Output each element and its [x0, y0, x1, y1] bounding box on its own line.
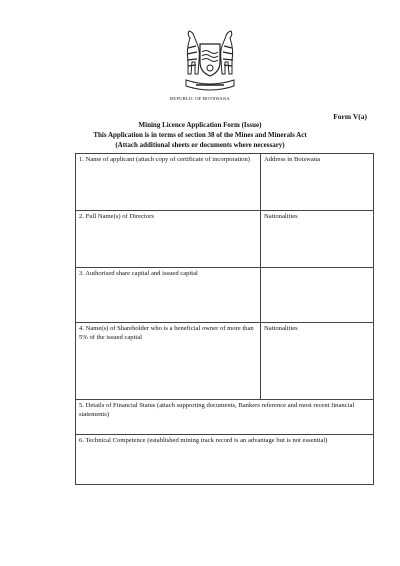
directors-nationalities-field[interactable]: Nationalities	[261, 211, 374, 268]
form-instruction: (Attach additional sheets or documents where necessary)	[115, 141, 285, 149]
country-name: REPUBLIC OF BOTSWANA	[170, 96, 230, 101]
financial-status-field[interactable]: 5. Details of Financial Status (attach supporting documents, Bankers reference and most recent financial statements)	[76, 400, 374, 435]
form-row-shareholders	[76, 323, 374, 400]
directors-field[interactable]: 2. Full Name(s) of Directors	[76, 211, 261, 268]
form-row-technical	[76, 435, 374, 485]
form-subtitle: This Application is in terms of section 38 of the Mines and Minerals Act	[93, 131, 307, 139]
form-row-directors	[76, 211, 374, 268]
application-form-table	[75, 153, 374, 485]
shareholders-nationalities-field[interactable]: Nationalities	[261, 323, 374, 400]
form-row-financial	[76, 400, 374, 435]
form-row-capital	[76, 268, 374, 323]
form-title: Mining Licence Application Form (Issue)	[138, 121, 262, 129]
coat-of-arms-icon	[178, 30, 242, 92]
share-capital-field[interactable]: 3. Authorised share capital and issued capital	[76, 268, 261, 323]
share-capital-blank[interactable]	[261, 268, 374, 323]
technical-competence-field[interactable]: 6. Technical Competence (established mining track record is an advantage but is not essential)	[76, 435, 374, 485]
address-field[interactable]: Address in Botswana	[261, 154, 374, 211]
applicant-name-field[interactable]: 1. Name of applicant (attach copy of certificate of incorporation)	[76, 154, 261, 211]
form-row-applicant	[76, 154, 374, 211]
form-number: Form V(a)	[333, 112, 367, 121]
shareholders-field[interactable]: 4. Name(s) of Shareholder who is a beneficial owner of more than 5% of the issued capital	[76, 323, 261, 400]
